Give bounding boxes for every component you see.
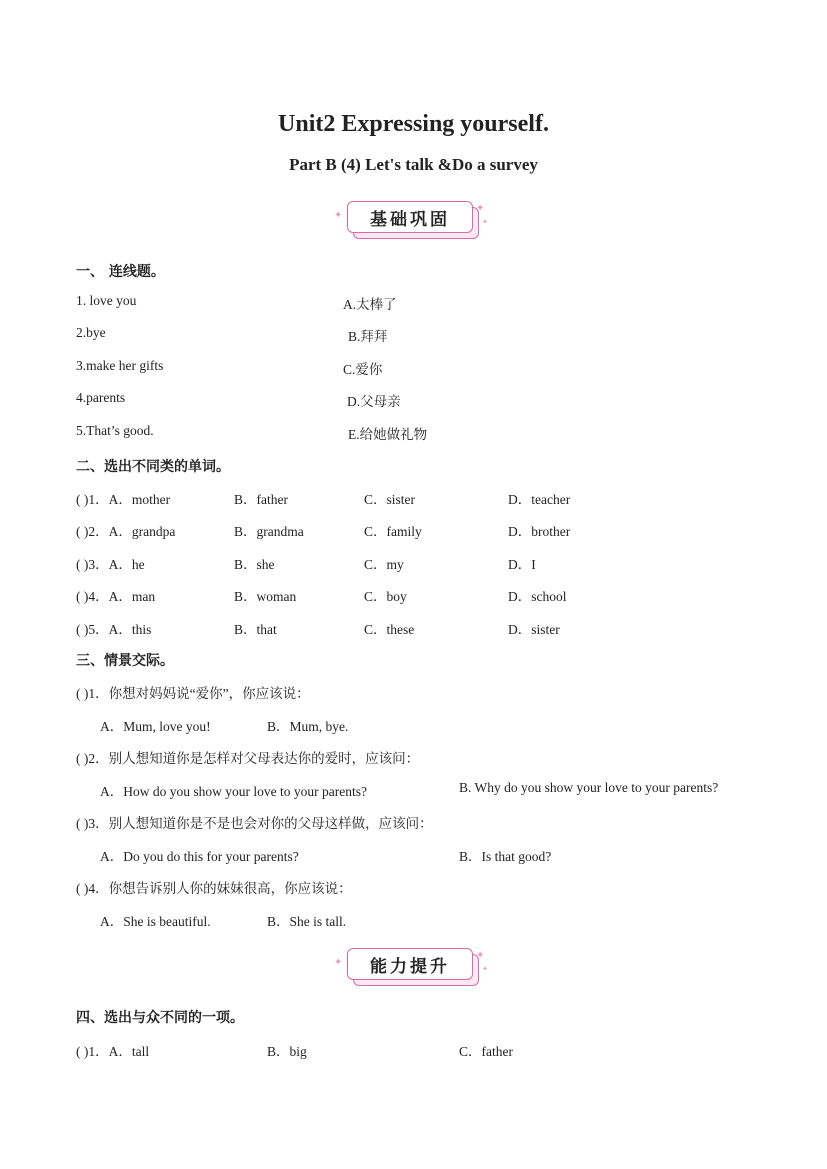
option-d: D．brother	[508, 524, 571, 539]
option-b: B．She is tall.	[267, 914, 347, 929]
sparkle-icon: ✦	[476, 203, 485, 214]
option-b: B．Mum, bye.	[267, 719, 349, 734]
match-left-5: 5.That’s good.	[76, 423, 154, 438]
option-b: B．woman	[234, 589, 297, 604]
section-banner-advanced	[345, 946, 481, 990]
section-heading: 四、选出与众不同的一项。	[76, 1010, 244, 1026]
option-b: B. Why do you show your love to your parents?	[459, 780, 719, 795]
option-c: C．family	[364, 524, 422, 539]
option-c: C．sister	[364, 492, 416, 507]
banner-label: 基础巩固	[347, 201, 473, 233]
option-b: B．Is that good?	[459, 849, 552, 864]
page-title: Unit2 Expressing yourself.	[278, 111, 549, 137]
sparkle-icon: ✦	[482, 218, 488, 226]
section-heading: 一、 连线题。	[76, 264, 165, 280]
match-left-1: 1. love you	[76, 293, 137, 308]
banner-label: 能力提升	[347, 948, 473, 980]
option-d: D．I	[508, 557, 536, 572]
option-c: C．boy	[364, 589, 407, 604]
match-right-e: E.给她做礼物	[348, 427, 428, 442]
question-stem: ( )4．你想告诉别人你的妹妹很高，你应该说：	[76, 881, 352, 896]
option-b: B．that	[234, 622, 277, 637]
sparkle-icon: ✦	[334, 957, 343, 968]
section-heading: 三、情景交际。	[76, 653, 174, 669]
question-stem: ( )3．A．he	[76, 557, 145, 572]
option-b: B．big	[267, 1044, 307, 1059]
sparkle-icon: ✦	[476, 950, 485, 961]
option-c: C．father	[459, 1044, 513, 1059]
match-left-4: 4.parents	[76, 390, 126, 405]
sparkle-icon: ✦	[334, 210, 343, 221]
option-c: C．these	[364, 622, 415, 637]
match-right-b: B.拜拜	[348, 329, 388, 344]
question-stem: ( )2．A．grandpa	[76, 524, 176, 539]
option-a: A．Mum, love you!	[100, 719, 211, 734]
section-banner-basic	[345, 199, 481, 243]
match-left-2: 2.bye	[76, 325, 106, 340]
option-d: D．sister	[508, 622, 560, 637]
option-d: D．teacher	[508, 492, 571, 507]
match-right-d: D.父母亲	[347, 394, 401, 409]
section-heading: 二、选出不同类的单词。	[76, 459, 230, 475]
page-subtitle: Part B (4) Let's talk &Do a survey	[289, 155, 538, 174]
option-b: B．grandma	[234, 524, 304, 539]
option-a: A．She is beautiful.	[100, 914, 211, 929]
question-stem: ( )3．别人想知道你是不是也会对你的父母这样做，应该问：	[76, 816, 433, 831]
option-b: B．father	[234, 492, 288, 507]
option-a: A．How do you show your love to your parents?	[100, 784, 367, 799]
question-stem: ( )1．A．mother	[76, 492, 171, 507]
option-d: D．school	[508, 589, 567, 604]
question-stem: ( )1．你想对妈妈说“爱你”，你应该说：	[76, 686, 310, 701]
question-stem: ( )5．A．this	[76, 622, 152, 637]
question-stem: ( )4．A．man	[76, 589, 156, 604]
question-stem: ( )1．A．tall	[76, 1044, 150, 1059]
option-b: B．she	[234, 557, 275, 572]
option-a: A．Do you do this for your parents?	[100, 849, 299, 864]
sparkle-icon: ✦	[482, 965, 488, 973]
option-c: C．my	[364, 557, 404, 572]
question-stem: ( )2．别人想知道你是怎样对父母表达你的爱时，应该问：	[76, 751, 420, 766]
match-right-c: C.爱你	[343, 362, 383, 377]
match-right-a: A.太棒了	[343, 297, 397, 312]
match-left-3: 3.make her gifts	[76, 358, 164, 373]
